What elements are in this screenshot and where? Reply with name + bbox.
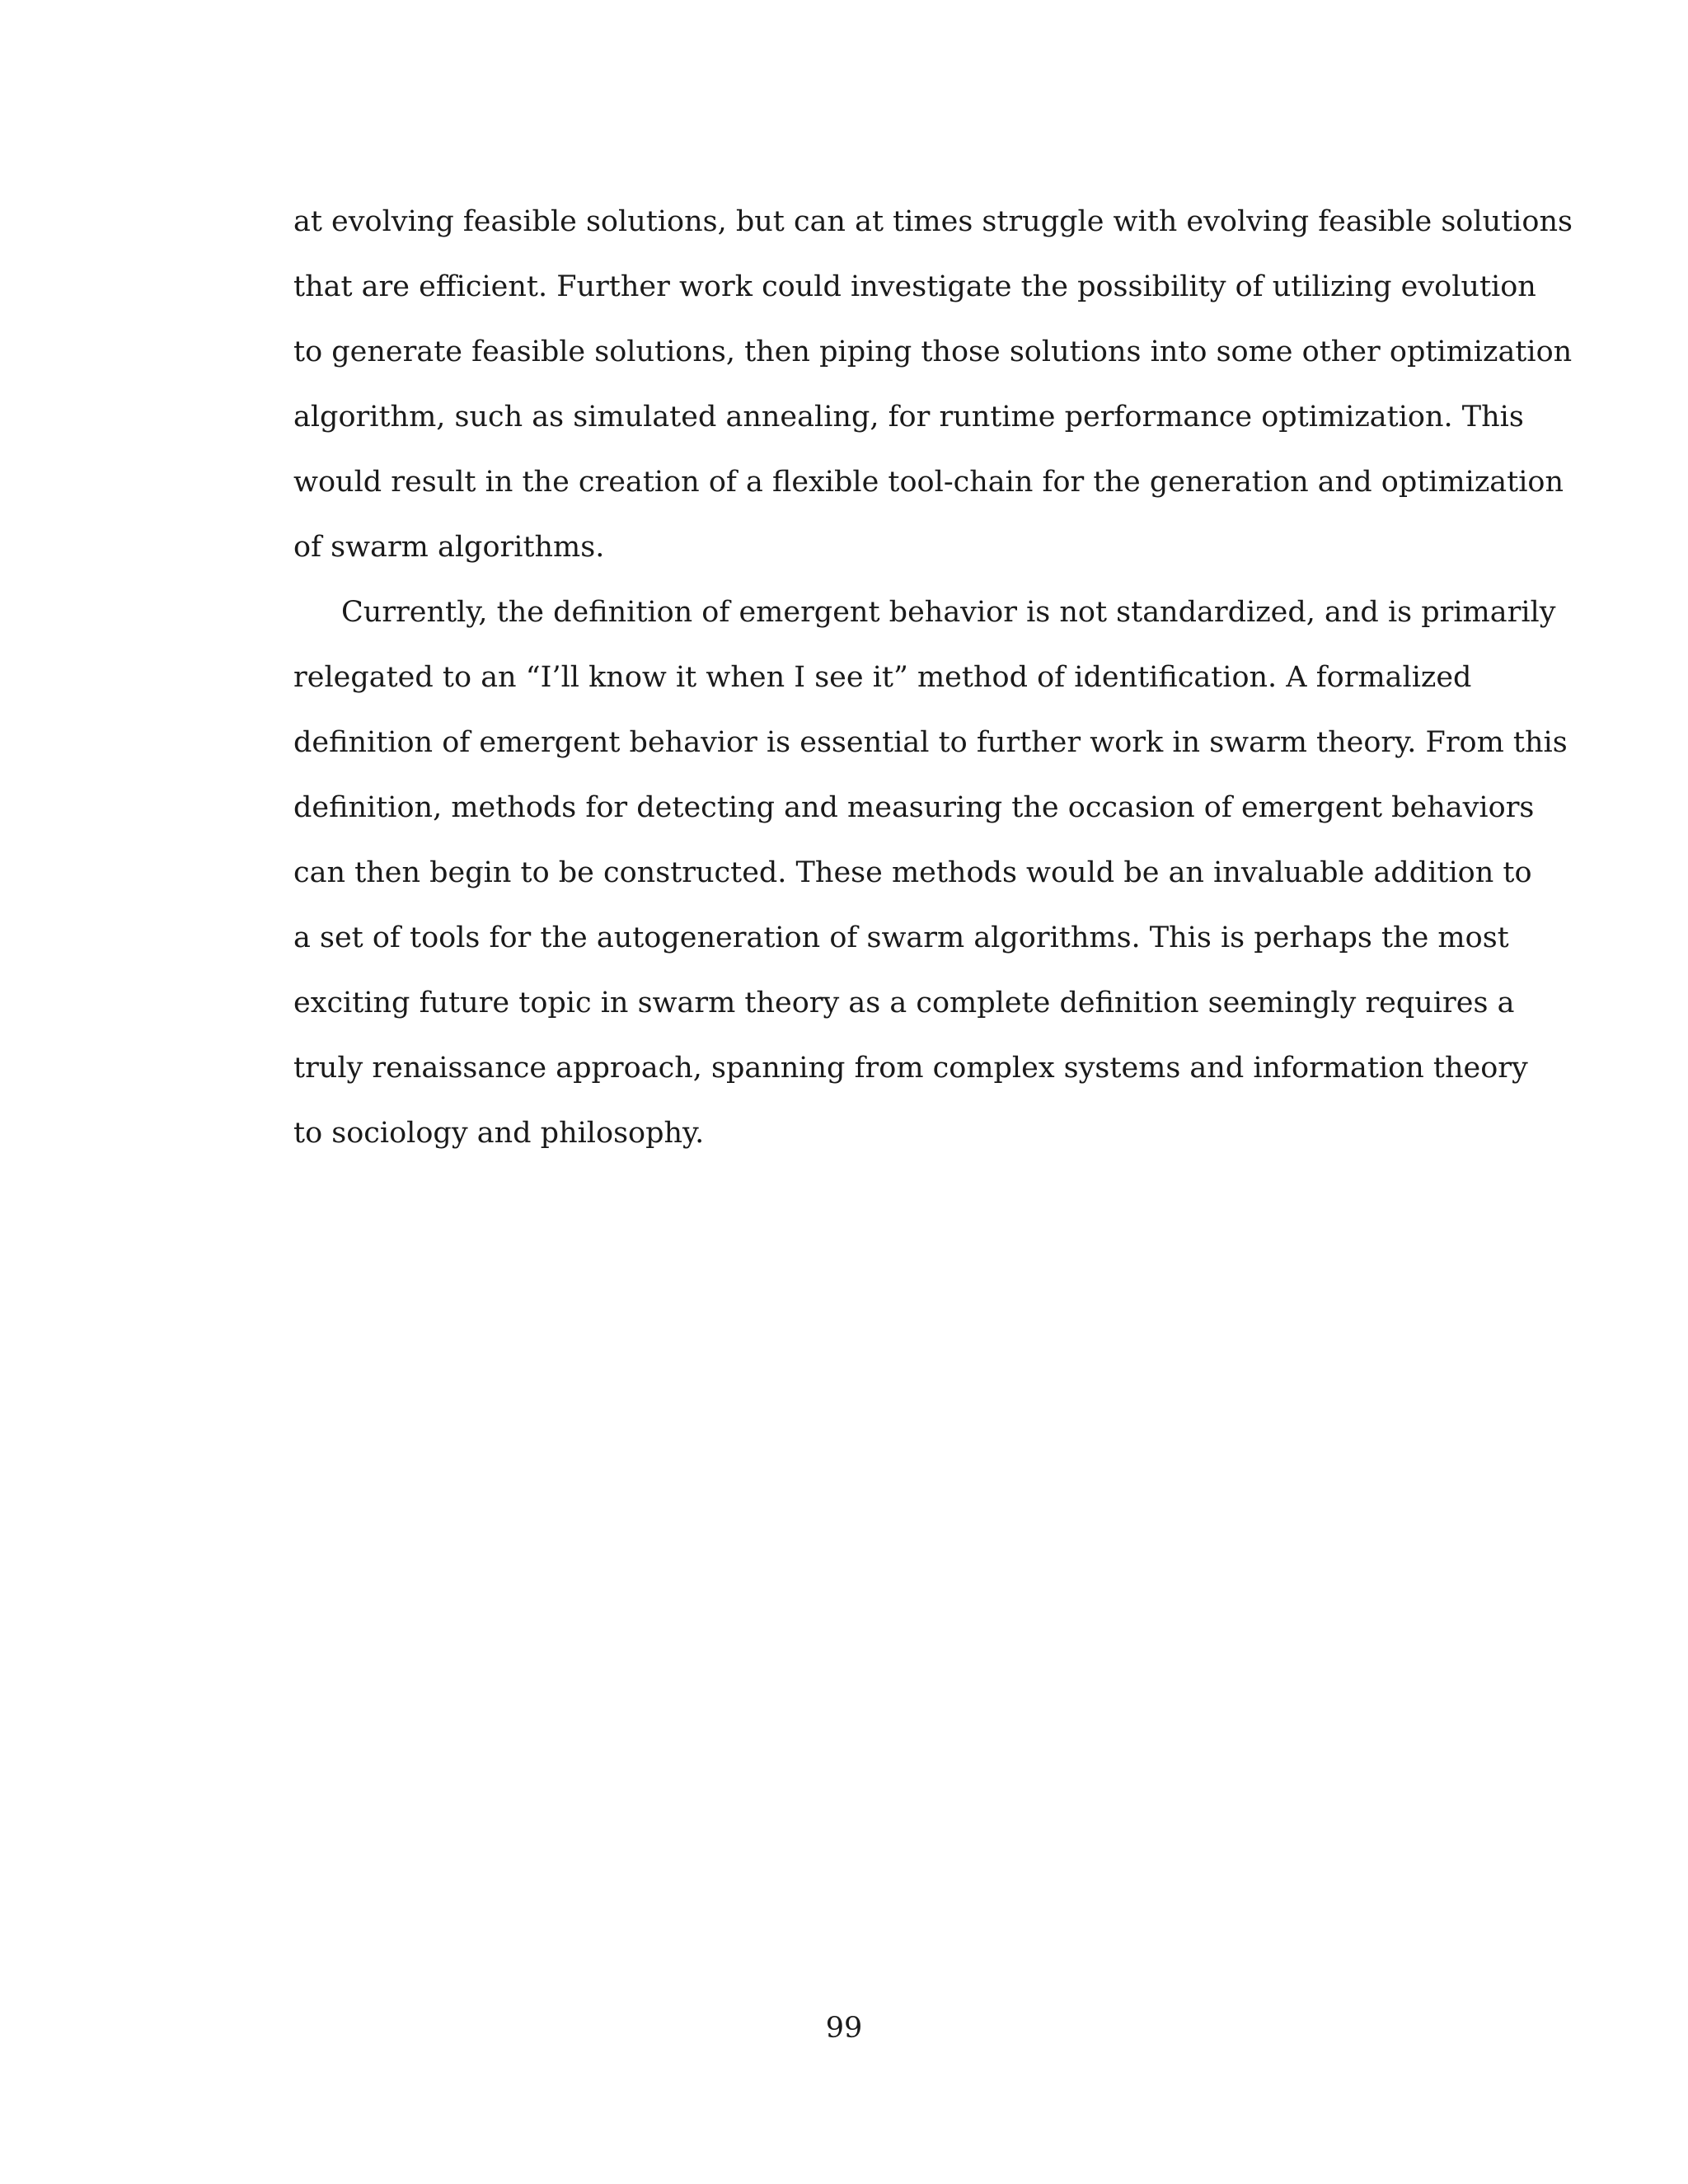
text-line: algorithm, such as simulated annealing, for runtime performance optimization. This (293, 401, 1524, 434)
text-line: exciting future topic in swarm theory as a complete definition seemingly requires a (293, 987, 1515, 1019)
text-line: definition of emergent behavior is essential to further work in swarm theory. From this (293, 726, 1568, 759)
text-line: definition, methods for detecting and measuring the occasion of emergent behaviors (293, 791, 1535, 824)
paragraph-emergent-behavior (293, 580, 1568, 1166)
text-line: of swarm algorithms. (293, 531, 605, 564)
text-line: a set of tools for the autogeneration of swarm algorithms. This is perhaps the most (293, 921, 1509, 954)
text-line: would result in the creation of a flexible tool-chain for the generation and optimization (293, 466, 1564, 499)
text-line: can then begin to be constructed. These methods would be an invaluable addition to (293, 856, 1532, 889)
paragraph-continuation (293, 190, 1573, 580)
text-line: at evolving feasible solutions, but can at times struggle with evolving feasible solutions (293, 205, 1573, 238)
text-line: that are efficient. Further work could investigate the possibility of utilizing evolution (293, 270, 1536, 303)
text-line: to sociology and philosophy. (293, 1117, 705, 1150)
page-number: 99 (825, 2012, 863, 2045)
text-line: relegated to an “I’ll know it when I see it” method of identification. A formalized (293, 661, 1472, 694)
text-line: truly renaissance approach, spanning from complex systems and information theory (293, 1052, 1528, 1085)
text-line: Currently, the definition of emergent behavior is not standardized, and is primarily (341, 596, 1556, 629)
body-text (293, 190, 1573, 1166)
text-line: to generate feasible solutions, then piping those solutions into some other optimization (293, 335, 1573, 368)
